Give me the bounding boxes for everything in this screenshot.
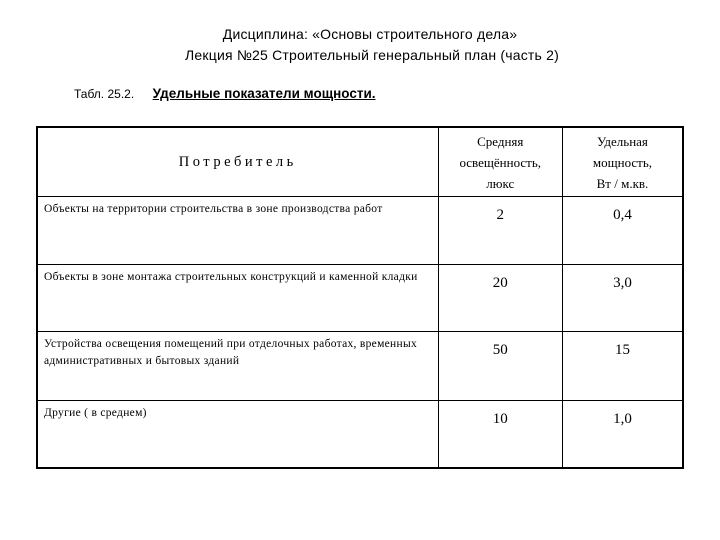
table-caption	[74, 85, 376, 103]
table-row	[37, 197, 683, 265]
table-header-row	[37, 127, 683, 197]
header-illuminance-line: освещённость,	[459, 154, 542, 170]
header-power-line: мощность,	[592, 154, 653, 170]
header-power-line: Удельная	[597, 133, 648, 149]
discipline-title: Дисциплина: «Основы строительного дела»	[222, 26, 518, 42]
row-consumer: Объекты в зоне монтажа строительных конструкций и каменной кладки	[37, 265, 438, 332]
header-consumer: Потребитель	[37, 127, 438, 197]
row-consumer: Устройства освещения помещений при отделочных работах, временных административных и бытовых зданий	[37, 332, 438, 401]
table-number: Табл. 25.2.	[74, 87, 135, 101]
row-illuminance: 10	[438, 401, 562, 469]
row-power: 3,0	[562, 265, 683, 332]
row-consumer: Объекты на территории строительства в зоне производства работ	[37, 197, 438, 265]
header-power	[562, 127, 683, 197]
row-illuminance: 2	[438, 197, 562, 265]
table-row	[37, 265, 683, 332]
row-power: 15	[562, 332, 683, 401]
header-illuminance	[438, 127, 562, 197]
table-row	[37, 401, 683, 469]
table-row	[37, 332, 683, 401]
row-consumer: Другие ( в среднем)	[37, 401, 438, 469]
header-illuminance-line: люкс	[486, 175, 515, 191]
row-power: 0,4	[562, 197, 683, 265]
lecture-title: Лекция №25 Строительный генеральный план (часть 2)	[185, 47, 559, 63]
row-illuminance: 20	[438, 265, 562, 332]
table-title: Удельные показатели мощности.	[152, 86, 376, 101]
row-power: 1,0	[562, 401, 683, 469]
power-indicators-table	[36, 126, 684, 469]
header-illuminance-line: Средняя	[477, 133, 524, 149]
header-power-line: Вт / м.кв.	[596, 175, 649, 191]
row-illuminance: 50	[438, 332, 562, 401]
